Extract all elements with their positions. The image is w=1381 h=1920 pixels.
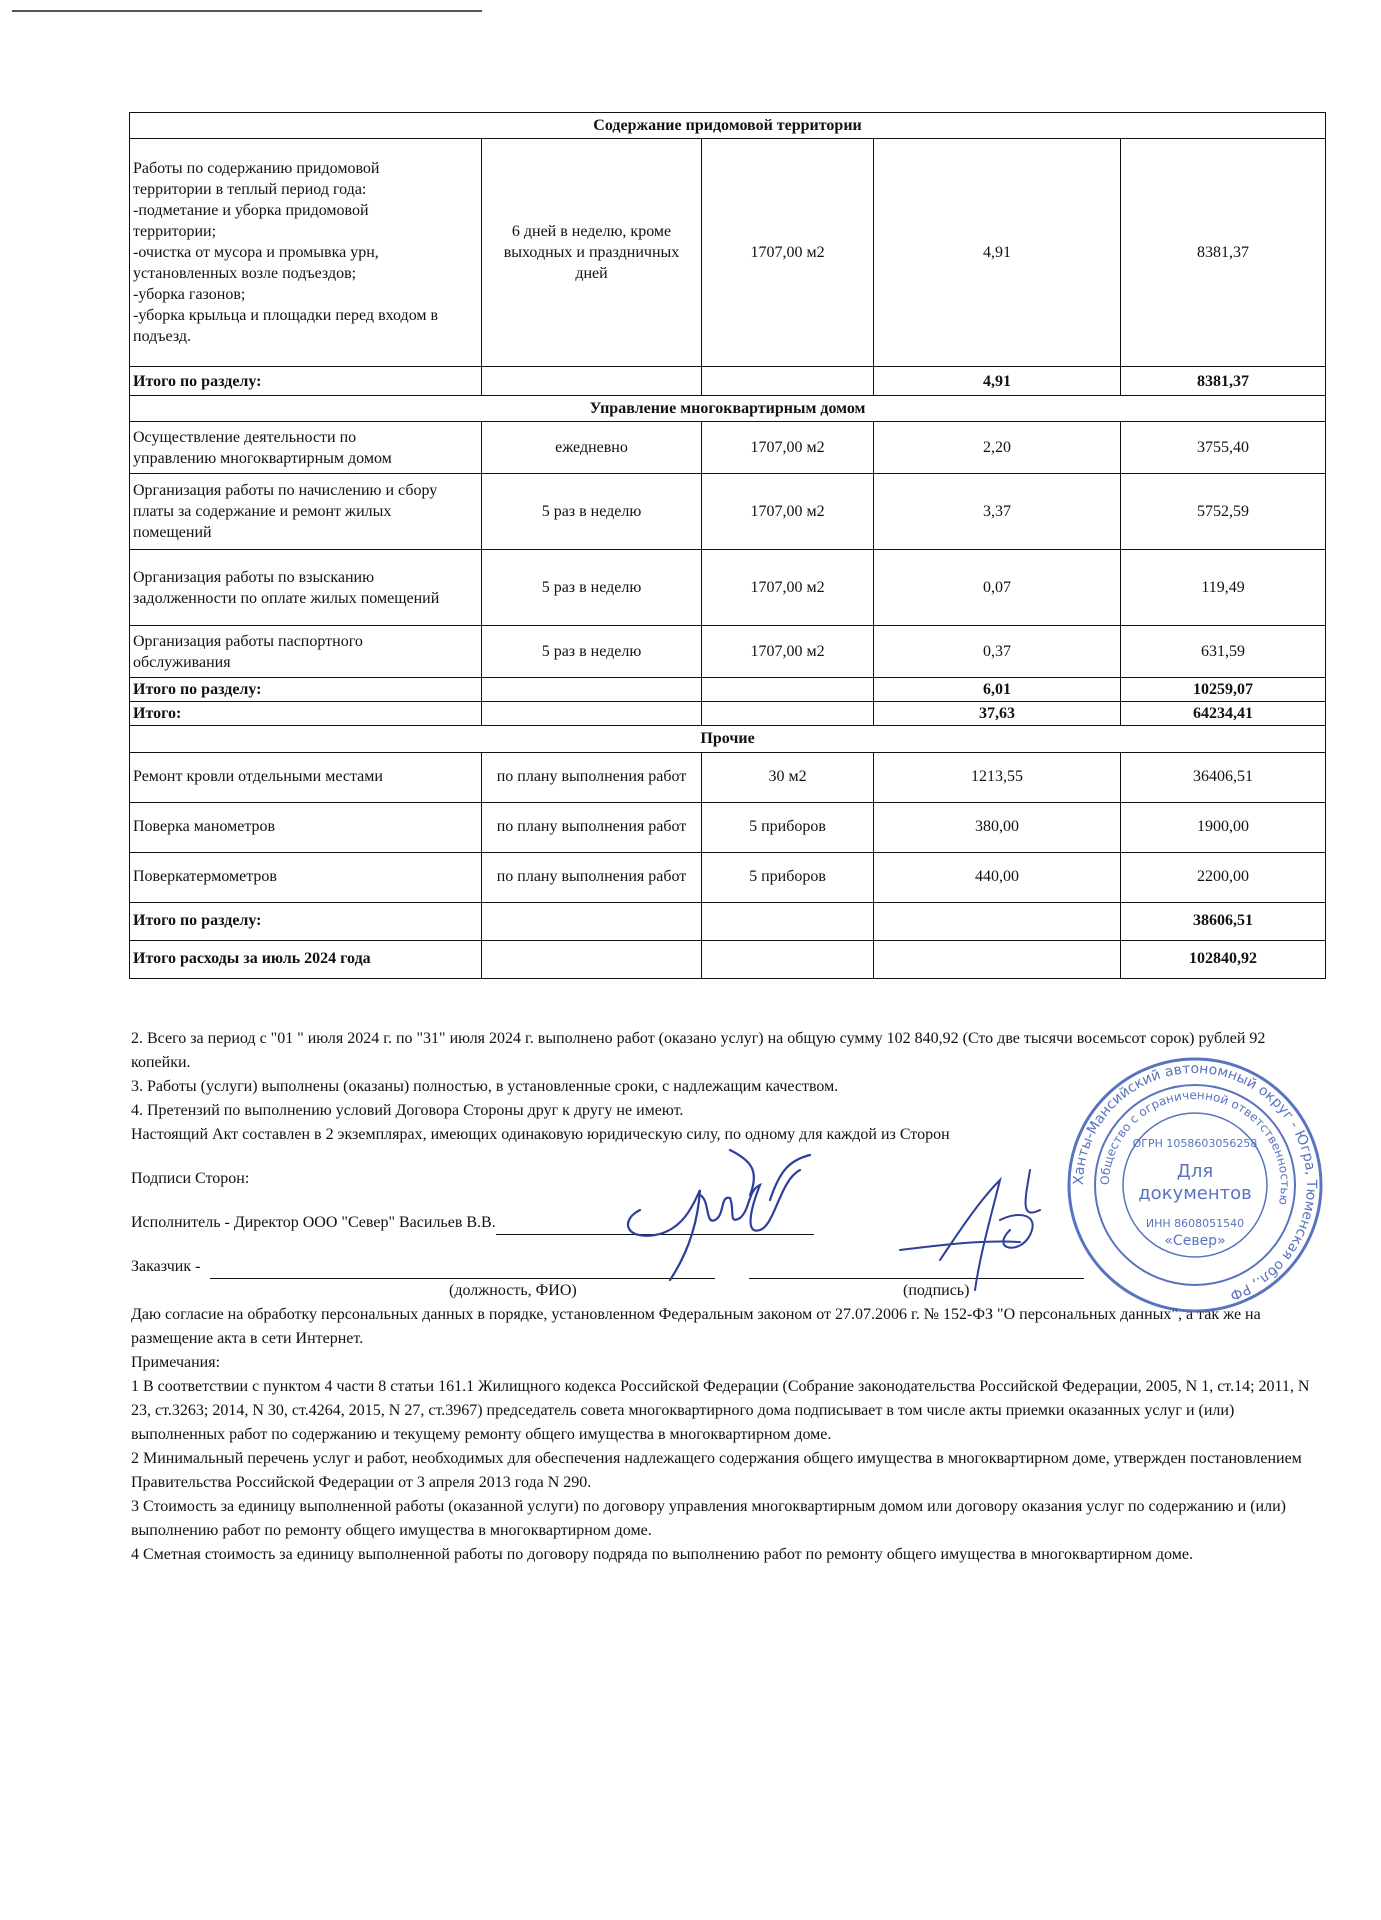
work-name: Работы по содержанию придомовой территории в теплый период года: -подметание и уборка придомовой территории; -очистка от мусора и промывка урн, установленных возле подъездов; -уборка газонов; -уборка крыльца и площадки перед входом в подъезд. bbox=[130, 139, 482, 367]
note-3: 3 Стоимость за единицу выполненной работы (оказанной услуги) по договору управления многоквартирным домом или договору оказания услуг по содержанию и (или) выполнению работ по ремонту общего имущества в многоквартирном доме. bbox=[131, 1498, 1286, 1539]
stamp-ogrn: ОГРН 1058603056258 bbox=[1132, 1137, 1258, 1150]
customer-handwritten-signature bbox=[880, 1160, 1080, 1300]
paragraph-total-sum: 2. Всего за период с "01 " июля 2024 г. по "31" июля 2024 г. выполнено работ (оказано услуг) на общую сумму 102 840,92 (Сто две тысячи восемьсот сорок) рублей 92 копейки. bbox=[131, 1030, 1266, 1071]
signatures-heading: Подписи Сторон: bbox=[131, 1170, 250, 1187]
works-table bbox=[129, 112, 1326, 979]
note-4: 4 Сметная стоимость за единицу выполненной работы по договору подряда по выполнению работ по ремонту общего имущества в многоквартирном доме. bbox=[131, 1546, 1193, 1563]
table-row: Ремонт кровли отдельными местами по плану выполнения работ 30 м2 1213,55 36406,51 bbox=[130, 752, 1326, 802]
work-total: 8381,37 bbox=[1121, 139, 1326, 367]
table-row: Организация работы паспортного обслуживания 5 раз в неделю 1707,00 м2 0,37 631,59 bbox=[130, 626, 1326, 678]
stamp-inner-text: Общество с ограниченной ответственностью bbox=[1097, 1087, 1293, 1207]
section-header: Управление многоквартирным домом bbox=[130, 396, 1326, 422]
section-header: Прочие bbox=[130, 726, 1326, 752]
table-row bbox=[130, 139, 1326, 367]
table-row: Осуществление деятельности по управлению многоквартирным домом ежедневно 1707,00 м2 2,20 3755,40 bbox=[130, 422, 1326, 474]
executor-label: Исполнитель - Директор ООО "Север" Васильев В.В. bbox=[131, 1214, 496, 1231]
stamp-outer-text: Ханты-Мансийский автономный округ - Югра, Тюменская обл., РФ bbox=[1070, 1060, 1320, 1304]
customer-label: Заказчик - bbox=[131, 1258, 201, 1275]
consent-text: Даю согласие на обработку персональных данных в порядке, установленном Федеральным законом от 27.07.2006 г. № 152-ФЗ "О персональных данных", а так же на размещение акта в сети Интернет. bbox=[131, 1306, 1261, 1347]
notes-heading: Примечания: bbox=[131, 1354, 221, 1371]
paragraph-copies: Настоящий Акт составлен в 2 экземплярах, имеющих одинаковую юридическую силу, по одному для каждой из Сторон bbox=[131, 1126, 950, 1143]
table-row: Поверкатермометров по плану выполнения работ 5 приборов 440,00 2200,00 bbox=[130, 852, 1326, 902]
total-row: Итого: 37,63 64234,41 bbox=[130, 702, 1326, 726]
table-row: Поверка манометров по плану выполнения работ 5 приборов 380,00 1900,00 bbox=[130, 802, 1326, 852]
section-header: Содержание придомовой территории bbox=[130, 113, 1326, 139]
stamp-name: «Север» bbox=[1164, 1233, 1226, 1249]
work-volume: 1707,00 м2 bbox=[702, 139, 874, 367]
note-2: 2 Минимальный перечень услуг и работ, необходимых для обеспечения надлежащего содержания общего имущества в многоквартирном доме, утвержден постановлением Правительства Российской Федерации от 3 апреля 2013 года N 290. bbox=[131, 1450, 1302, 1491]
stamp-inn: ИНН 8608051540 bbox=[1145, 1217, 1245, 1230]
organization-stamp bbox=[1065, 1055, 1325, 1315]
table-row: Организация работы по начислению и сбору платы за содержание и ремонт жилых помещений 5 раз в неделю 1707,00 м2 3,37 5752,59 bbox=[130, 474, 1326, 550]
subtotal-row: Итого по разделу: 4,91 8381,37 bbox=[130, 367, 1326, 396]
work-frequency: 6 дней в неделю, кроме выходных и праздничных дней bbox=[482, 139, 702, 367]
caption-position: (должность, ФИО) bbox=[449, 1282, 577, 1299]
executor-handwritten-signature bbox=[600, 1140, 840, 1290]
caption-signature: (подпись) bbox=[903, 1282, 970, 1299]
note-1: 1 В соответствии с пунктом 4 части 8 статьи 161.1 Жилищного кодекса Российской Федерации (Собрание законодательства Российской Федерации, 2005, N 1, ст.14; 2011, N 23, ст.3263; 2014, N 30, ст.4264, 2015, N 27, ст.3967) председатель совета многоквартирного дома подписывает в том числе акты приемки оказанных услуг и (или) выполненных работ по содержанию и текущему ремонту общего имущества в многоквартирном доме. bbox=[131, 1378, 1310, 1443]
grand-total-row: Итого расходы за июль 2024 года 102840,92 bbox=[130, 940, 1326, 978]
subtotal-row: Итого по разделу: 38606,51 bbox=[130, 902, 1326, 940]
work-unit-cost: 4,91 bbox=[874, 139, 1121, 367]
stamp-center-line-2: документов bbox=[1138, 1183, 1252, 1204]
subtotal-row: Итого по разделу: 6,01 10259,07 bbox=[130, 678, 1326, 702]
paragraph-quality: 3. Работы (услуги) выполнены (оказаны) полностью, в установленные сроки, с надлежащим качеством. bbox=[131, 1078, 839, 1095]
table-row: Организация работы по взысканию задолженности по оплате жилых помещений 5 раз в неделю 1707,00 м2 0,07 119,49 bbox=[130, 550, 1326, 626]
stamp-center-line-1: Для bbox=[1176, 1161, 1214, 1182]
top-edge-line bbox=[12, 10, 482, 12]
paragraph-no-claims: 4. Претензий по выполнению условий Договора Стороны друг к другу не имеют. bbox=[131, 1102, 684, 1119]
